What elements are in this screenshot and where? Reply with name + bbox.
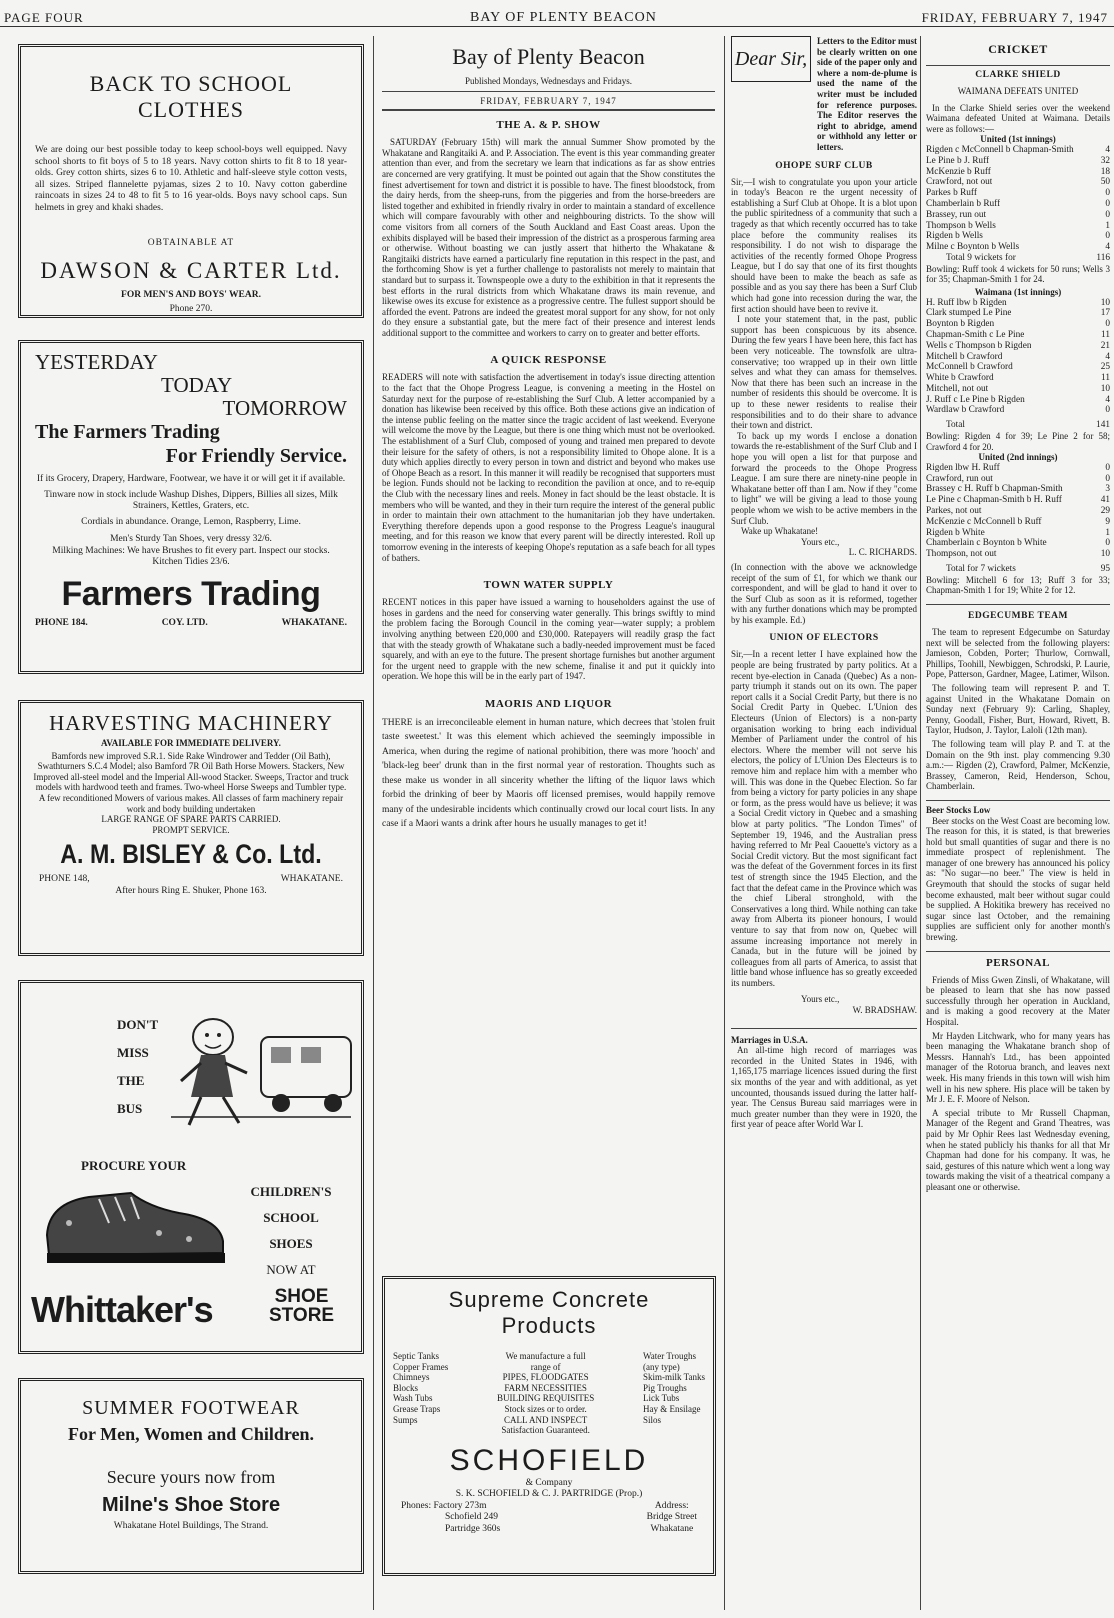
score-row xyxy=(926,528,1110,539)
product-item: Satisfaction Guaranteed. xyxy=(501,1425,590,1436)
product-item: range of xyxy=(530,1361,561,1372)
runs: 4 xyxy=(1105,351,1110,362)
runs: 0 xyxy=(1105,538,1110,549)
ad-sub: For Men, Women and Children. xyxy=(67,1424,315,1444)
ad-word-dont: DON'T xyxy=(117,1017,159,1032)
letter-wake: Wake up Whakatane! xyxy=(741,526,819,537)
batsman: McKenzie b Ruff xyxy=(926,166,991,177)
product-item: Blocks xyxy=(393,1382,419,1393)
header-date: FRIDAY, FEBRUARY 7, 1947 xyxy=(921,10,1108,25)
beer-body: Beer stocks on the West Coast are becoming low. The reason for this, it is stated, is that breweries hold but small quantities of sugar and there is no immediate prospect of replenishment. The manager of one brewery has announced his policy as: "No sugar—no beer." The view is held in Greymouth that should the stocks of sugar held become exhausted, malt beer without sugar could be supplied. A Hokitika brewery has received no sugar since last October, and the remaining supplies are sufficient only for another month's brewing. xyxy=(926,815,1110,943)
product-item: Silos xyxy=(643,1414,662,1425)
batsman: Rigden c McConnell b Chapman-Smith xyxy=(926,144,1074,155)
score-row xyxy=(926,221,1110,232)
batsman: Rigden b White xyxy=(926,527,985,538)
score-row xyxy=(926,210,1110,221)
ad-proprietors: S. K. SCHOFIELD & C. J. PARTRIDGE (Prop.) xyxy=(455,1489,643,1500)
product-item: We manufacture a full xyxy=(505,1351,586,1361)
ad-phone-2: Schofield 249 xyxy=(445,1512,499,1523)
batsman: Thompson b Wells xyxy=(926,220,996,231)
innings-3-total-label: Total for 7 wickets xyxy=(946,564,1016,575)
innings-3-bowling: Bowling: Mitchell 6 for 13; Ruff 3 for 33; Chapman-Smith 1 for 19; White 2 for 12. xyxy=(926,574,1110,596)
batsman: Wells c Thompson b Rigden xyxy=(926,340,1032,351)
ad-sub: AVAILABLE FOR IMMEDIATE DELIVERY. xyxy=(101,738,281,748)
batsman: Brassey c H. Ruff b Chapman-Smith xyxy=(926,484,1063,495)
runs: 50 xyxy=(1100,177,1110,188)
batsman: Chapman-Smith c Le Pine xyxy=(926,329,1025,340)
edgecumbe-para-3: The following team will play P. and T. at the Domain on the 9th inst. play commencing 9.30 a.m.:— Rigden (2), Crawford, Palmer, McKenzie, Brassey, Cameron, Reid, Henderson, Schou, Chamberlain. xyxy=(926,738,1110,792)
runs: 4 xyxy=(1105,144,1110,155)
runs: 32 xyxy=(1100,155,1110,166)
ad-title-1: Supreme Concrete xyxy=(448,1287,650,1312)
batsman: Rigden b Wells xyxy=(926,231,983,242)
innings-2-total-label: Total xyxy=(946,420,965,431)
product-item: Chimneys xyxy=(393,1372,430,1383)
marriages-body: An all-time high record of marriages was recorded in the United States in 1946, with 1,165,175 marriage licences issued during the first six months of the year and with additional, as yet uncounted, thousands issued during the latter half-year. The Census Bureau said marriages were in much greater number than they were in 1920, the first year of peace after World War I. xyxy=(731,1045,917,1130)
beer-title: Beer Stocks Low xyxy=(926,800,1110,816)
batsman: J. Ruff c Le Pine b Rigden xyxy=(926,394,1025,405)
runs: 0 xyxy=(1105,462,1110,473)
score-row xyxy=(926,199,1110,210)
ad-store-name: DAWSON & CARTER Ltd. xyxy=(40,257,342,283)
runs: 0 xyxy=(1105,198,1110,209)
ad-line-today: TODAY xyxy=(161,373,233,397)
ad-line-service: For Friendly Service. xyxy=(165,445,347,467)
personal-para-1: Friends of Miss Gwen Zinsli, of Whakatane, will be pleased to learn that she has now passed successfully through her operation in Auckland, and is making a good recovery at the Mater Hospital. xyxy=(926,974,1110,1028)
runs: 25 xyxy=(1100,362,1110,373)
article-body-liquor: THERE is an irreconcileable element in human nature, which decrees that 'stolen fruit taste sweetest.' It was this element which achieved the seemingly impossible in America, when during the regime of national prohibition, there was more 'hooch' and 'black-leg beer' drunk than in the first normal year of restoration. Thoughts such as these make us wonder in all sincerity whether the lifting of the liquor laws which forbid the drinking of beer by Maoris off licensed premises, would happily remove many of the undesirable incidents which continually crowd our local court lists. In any case if a Maori wants a drink after hours he usually manages to get it! xyxy=(382,717,715,830)
score-row xyxy=(926,517,1110,528)
ad-address-2: Bridge Street xyxy=(646,1512,697,1523)
score-row xyxy=(926,330,1110,341)
innings-1-total-label: Total 9 wickets for xyxy=(946,252,1016,263)
personal-para-3: A special tribute to Mr Russell Chapman, Manager of the Regent and Grand Theatres, was paid by Mr Ophir Rees last Wednesday evening, when he stated publicly his thanks for all that Mr Chapman had done for his company. It was, he said, gestures of this nature which went a long way towards making the visit of a theatrical company a pleasant one or otherwise. xyxy=(926,1107,1110,1192)
innings-2-title: Waimana (1st innings) xyxy=(974,286,1062,297)
personal-para-2: Mr Hayden Litchwark, who for many years has been managing the Whakatane branch shop of Messrs. Hannah's Ltd., has been appointed manager of the Rotorua branch, and leaves next week. His many friends in this town will wish him well in his new sphere. His place will be taken by Mr J. E. F. Moore of Nelson. xyxy=(926,1030,1110,1105)
ad-company: A. M. BISLEY & Co. Ltd. xyxy=(60,839,322,870)
batsman: Le Pine c Chapman-Smith b H. Ruff xyxy=(926,495,1062,506)
dear-sir-banner: Dear Sir, xyxy=(731,36,811,82)
batsman: McConnell b Crawford xyxy=(926,362,1013,373)
ad-obtainable: OBTAINABLE AT xyxy=(147,238,235,248)
ad-phones: Phones: Factory 273m xyxy=(401,1500,487,1511)
boy-running-bus-icon xyxy=(161,1007,361,1137)
runs: 29 xyxy=(1100,506,1110,517)
score-row xyxy=(926,495,1110,506)
page-header xyxy=(0,0,1114,27)
batsman: Chamberlain c Boynton b White xyxy=(926,538,1047,549)
ad-body-2: Tinware now in stock include Washup Dishes, Dippers, Billies all sizes, Milk Strainers, Kettles, Graters, etc. xyxy=(44,489,338,511)
batsman: Parkes, not out xyxy=(926,506,982,517)
edgecumbe-title: EDGECUMBE TEAM xyxy=(926,604,1110,621)
runs: 21 xyxy=(1100,340,1110,351)
marriages-title: Marriages in U.S.A. xyxy=(731,1028,917,1046)
ad-title: HARVESTING MACHINERY xyxy=(49,711,333,735)
ad-address: Whakatane Hotel Buildings, The Strand. xyxy=(113,1521,269,1531)
batsman: Mitchell b Crawford xyxy=(926,351,1003,362)
ad-phone: PHONE 148, xyxy=(39,874,90,885)
score-row xyxy=(926,242,1110,253)
runs: 10 xyxy=(1100,383,1110,394)
product-item: Sumps xyxy=(393,1414,418,1425)
score-row xyxy=(926,506,1110,517)
score-row xyxy=(926,145,1110,156)
score-row xyxy=(926,231,1110,242)
editorial-column xyxy=(382,36,715,1256)
ad-body-6: Kitchen Tidies 23/6. xyxy=(152,557,230,567)
ad-title: SUMMER FOOTWEAR xyxy=(82,1397,300,1419)
runs: 0 xyxy=(1105,319,1110,330)
product-item: Stock sizes or to order. xyxy=(504,1403,587,1414)
ad-school: SCHOOL xyxy=(263,1210,319,1225)
paper-name: BAY OF PLENTY BEACON xyxy=(470,10,657,25)
runs: 4 xyxy=(1105,394,1110,405)
runs: 1 xyxy=(1105,220,1110,231)
product-item: PIPES, FLOODGATES xyxy=(502,1372,589,1383)
runs: 18 xyxy=(1100,166,1110,177)
ad-line: FOR MEN'S AND BOYS' WEAR. xyxy=(121,289,261,300)
score-row xyxy=(926,362,1110,373)
batsman: Brassey, run out xyxy=(926,209,987,220)
score-row xyxy=(926,177,1110,188)
ad-town: WHAKATANE. xyxy=(280,874,343,885)
ad-shoes: SHOES xyxy=(269,1236,313,1251)
ad-procure: PROCURE YOUR xyxy=(81,1158,187,1173)
ad-word-the: THE xyxy=(117,1073,145,1088)
ad-store-word: STORE xyxy=(269,1305,335,1326)
score-row xyxy=(926,188,1110,199)
ad-line-tomorrow: TOMORROW xyxy=(222,396,347,420)
cricket-column xyxy=(926,36,1110,1606)
editor-note: (In connection with the above we acknowledge receipt of the sum of £1, for which we thank our correspondent, and will be glad to hand it over to the Surf Club as soon as it is reformed, together with any further donations which may be prompted by his example. Ed.) xyxy=(731,561,917,625)
letter-body-3: To back up my words I enclose a donation towards the re-establishment of the Surf Club and I hope you will open a list for that purpose and forward the proceeds to the Ohope Progress League. I am sure there are ninety-nine people in Whakatane better off than I am. Now if they "come to light" we will be giving a lead to those young people whom we wish to be active members in the Surf Club. xyxy=(731,430,917,526)
score-row xyxy=(926,156,1110,167)
score-row xyxy=(926,474,1110,485)
article-title-response: A QUICK RESPONSE xyxy=(490,354,607,367)
product-item: Septic Tanks xyxy=(393,1351,439,1361)
ad-body-3: Cordials in abundance. Orange, Lemon, Raspberry, Lime. xyxy=(81,516,301,527)
letter-signature-2: W. BRADSHAW. xyxy=(852,1005,917,1016)
score-row xyxy=(926,384,1110,395)
innings-1-bowling: Bowling: Ruff took 4 wickets for 50 runs; Wells 3 for 35; Chapman-Smith 1 for 24. xyxy=(926,263,1110,285)
score-row xyxy=(926,167,1110,178)
product-item: (any type) xyxy=(643,1361,680,1372)
batsman: Chamberlain b Ruff xyxy=(926,198,1001,209)
innings-1-total: 116 xyxy=(1096,252,1110,263)
runs: 0 xyxy=(1105,473,1110,484)
score-row xyxy=(926,319,1110,330)
letter-yours: Yours etc., xyxy=(801,536,840,547)
score-row xyxy=(926,373,1110,384)
shoe-icon xyxy=(39,1183,229,1269)
clarke-shield-title: CLARKE SHIELD xyxy=(926,65,1110,80)
personal-title: PERSONAL xyxy=(926,951,1110,969)
ad-body-5: Milking Machines: We have Brushes to fit every part. Inspect our stocks. xyxy=(52,545,330,556)
product-item: Hay & Ensilage xyxy=(643,1403,701,1414)
ad-products-mid xyxy=(497,1351,594,1436)
ad-word-bus: BUS xyxy=(117,1101,143,1116)
article-body-response: READERS will note with satisfaction the advertisement in today's issue directing attention to the fact that the Ohope Progress League, is convening a meeting in the Hostel on Saturday next for the purpose of re-establishing the Surf Club. A letter accompanied by a donation has likewise been received by this office. Both these actions give an indication of the intense public feeling on the matter since the tragic accident of last weekend. Everyone will welcome the move by the League, but there is one thing which must not be overlooked. The establishment of a Surf Club, composed of young and trained men prepared to devote their leisure for the safety of others, is not a responsibility limited to Ohope alone. It is a duty which applies directly to every person in town and district and beyond who makes use of Ohope Beach as a resort. In this manner it will readily be recognised that supporters must be legion. Funds should not be lacking to recondition the pavilion at once, and to re-equip the Club with the necessary lines and reels. Money in fact should be the least obstacle. It is members who will be wanted, and they in their turn require the interest of the general public in order to maintain their own attachment to the humanitarian job they have undertaken. Everything therefore depends upon a good response to the Progress League's inaugural meeting, and for this reason we know that every parent will be directly interested. Roll up tomorrow evening in the interests of keeping Ohope's reputation as a safe beach for all types of bathers. xyxy=(382,372,715,563)
ad-body-1: If its Grocery, Drapery, Hardware, Footwear, we have it or will get it if available. xyxy=(36,474,346,484)
ad-address-label: Address: xyxy=(654,1500,689,1511)
product-item: FARM NECESSITIES xyxy=(504,1382,587,1393)
letter-body-1: Sir,—I wish to congratulate you upon your article in today's Beacon re the urgent necessity of establishing a Surf Club at Ohope. It is a blot upon the public spiritedness of a community that such a tragedy as that which recently occurred has to take place before the community realises its responsibility. I do not wish to disparage the activities of the recently formed Ohope Progress League, but I do say that one of its first thoughts should have been to make the beach as safe as possible and as you say there has been a Surf Club which had gone into recession during the war, the first action should have been to revive it. xyxy=(731,176,917,314)
ad-now-at: NOW AT xyxy=(266,1262,316,1277)
innings-1-list xyxy=(926,145,1110,253)
runs: 17 xyxy=(1100,308,1110,319)
batsman: Rigden lbw H. Ruff xyxy=(926,462,1000,473)
published-line: Published Mondays, Wednesdays and Fridays. xyxy=(382,76,715,92)
batsman: Crawford, not out xyxy=(926,177,993,188)
ad-bisley-machinery xyxy=(18,700,364,956)
score-row xyxy=(926,405,1110,416)
ad-title: BACK TO SCHOOL CLOTHES xyxy=(89,71,293,122)
ad-town: WHAKATANE. xyxy=(281,617,347,628)
batsman: McKenzie c McConnell b Ruff xyxy=(926,516,1042,527)
innings-3-total: 95 xyxy=(1100,564,1110,575)
cricket-intro: In the Clarke Shield series over the weekend Waimana defeated United at Waimana. Details were as follows:— xyxy=(926,102,1110,134)
article-title-water: TOWN WATER SUPPLY xyxy=(483,579,614,592)
batsman: Boynton b Rigden xyxy=(926,319,995,330)
runs: 11 xyxy=(1101,329,1110,340)
score-row xyxy=(926,352,1110,363)
page-number: PAGE FOUR xyxy=(4,10,84,25)
innings-2-bowling: Bowling: Rigden 4 for 39; Le Pine 2 for 58; Crawford 4 for 20. xyxy=(926,431,1110,452)
letters-rules: Letters to the Editor must be clearly written on one side of the paper only and where a nom-de-plume is used the name of the writer must be included for reference purposes. The Editor reserves the right to abridge, amend or withhold any letter or letters. xyxy=(817,36,917,152)
edgecumbe-para-1: The team to represent Edgecumbe on Saturday next will be selected from the following players: Jamieson, Cobden, Porter; Thurlow, Cornwall, Phillips, Toohill, Newbiggen, Schrodski, P. Laurie, Pope, Patterson, Gardner, Magee, Latimer, Wilson. xyxy=(926,627,1110,680)
innings-2-total: 141 xyxy=(1096,420,1110,431)
ad-phone-3: Partridge 360s xyxy=(445,1523,501,1534)
letter-signature: L. C. RICHARDS. xyxy=(848,547,917,558)
batsman: Wardlaw b Crawford xyxy=(926,405,1005,416)
score-row xyxy=(926,484,1110,495)
ad-secure: Secure yours now from xyxy=(106,1467,276,1487)
ad-products-left xyxy=(393,1351,448,1436)
product-item: Pig Troughs xyxy=(643,1382,687,1393)
product-item: Wash Tubs xyxy=(393,1393,433,1404)
score-row xyxy=(926,298,1110,309)
batsman: Crawford, run out xyxy=(926,473,993,484)
runs: 0 xyxy=(1105,188,1110,199)
runs: 1 xyxy=(1105,527,1110,538)
ad-body-4: Men's Sturdy Tan Shoes, very dressy 32/6. xyxy=(110,534,272,544)
ad-phone: PHONE 184. xyxy=(35,617,88,628)
batsman: Milne c Boynton b Wells xyxy=(926,242,1020,253)
runs: 11 xyxy=(1101,373,1110,384)
ad-childrens: CHILDREN'S xyxy=(250,1184,332,1199)
runs: 41 xyxy=(1100,495,1110,506)
letter-title-electors: UNION OF ELECTORS xyxy=(769,633,879,644)
batsman: White b Crawford xyxy=(926,373,994,384)
ad-school-clothes xyxy=(18,44,364,318)
product-item: Grease Traps xyxy=(393,1403,441,1414)
ad-milne-footwear xyxy=(18,1378,364,1574)
editorial-date: FRIDAY, FEBRUARY 7, 1947 xyxy=(382,96,715,112)
ad-shoe-word: SHOE xyxy=(274,1286,329,1307)
cricket-subtitle: WAIMANA DEFEATS UNITED xyxy=(957,86,1079,96)
ad-word-miss: MISS xyxy=(117,1045,149,1060)
cricket-title: CRICKET xyxy=(988,42,1048,56)
innings-2-list xyxy=(926,298,1110,417)
runs: 9 xyxy=(1105,516,1110,527)
ad-store: Milne's Shoe Store xyxy=(101,1494,281,1516)
ad-products-right xyxy=(643,1351,705,1436)
batsman: Mitchell, not out xyxy=(926,383,989,394)
letter-body-2: I note your statement that, in the past, public support has been conspicuous by its absence. During the few years I have been here, this fact has been very noticeable. The townsfolk are ultra-conservative; too wrapped up in their own little selves and what they can amass for themselves. Now that there has been such an increase in the number of residents this should be overcome. It is up to these newer residents to realise their responsibilities and to do their share to advance their town and district. xyxy=(731,314,917,431)
ad-schofield-concrete xyxy=(382,1276,716,1576)
runs: 4 xyxy=(1105,242,1110,253)
ad-brand: Whittaker's xyxy=(31,1289,213,1330)
runs: 0 xyxy=(1105,405,1110,416)
product-item: Skim-milk Tanks xyxy=(643,1372,705,1383)
ad-farmers-trading xyxy=(18,340,364,674)
product-item: Lick Tubs xyxy=(643,1393,680,1404)
edgecumbe-para-2: The following team will represent P. and T. against United in the Whakatane Domain on Sunday next (February 9): Carling, Shapley, Penny, Goodall, Fisher, Burt, Howard, Rivett, B. Taylor, Hudson, J. Taylor, Laloli (12th man). xyxy=(926,682,1110,736)
ad-body: Bamfords new improved S.R.1. Side Rake Windrower and Tedder (Oil Bath), Swathturners S.C.4 Model; also Bamford 7R Oil Bath Horse Mowers. Stackers, New Improved all-steel model and the Imperial All-wood Stacker. Sweeps, Tractor and truck models with hardwood teeth and frames. Two-wheel Horse Sweeps and Tumbler type. A few reconditioned Mowers of various makes. All classes of farm machinery repair work and body building undertaken xyxy=(33,750,349,814)
batsman: Le Pine b J. Ruff xyxy=(926,155,990,166)
ad-coy: COY. LTD. xyxy=(161,617,208,628)
article-body-water: RECENT notices in this paper have issued a warning to householders against the use of hoses in gardens and the need for conserving water generally. This brings swiftly to mind the problem facing the Borough Council in the coming year—water supply; a problem involving anything between £20,000 and £30,000. Ratepayers will readily grasp the fact that with the steady growth of Whakatane such a badly-needed improvement must be faced squarely, and with an eye to the future. The present shortage furnishes but another argument for the urgent need to grapple with the new scheme, finalise it and put it quickly into operation. We hope this will be in the early part of 1947. xyxy=(382,597,715,682)
product-item: BUILDING REQUISITES xyxy=(497,1393,595,1404)
masthead: Bay of Plenty Beacon xyxy=(452,44,645,69)
product-item: Copper Frames xyxy=(393,1361,449,1372)
ad-body: We are doing our best possible today to keep school-boys well equipped. Navy school shorts to fit boys of 5 to 18 years. Navy cotton shirts to fit 8 to 18 year-olds. Grey cotton shirts, sizes 6 to 10. Athletic and half-sleeve style cotton vests, all sizes. Striped flannelette pyjamas, sizes 2 to 10. Navy cotton gaberdine raincoats in sizes 24 to 48 to fit 5 to 16 year-olds. Boys navy school caps. Sun helmets in grey and khaki shades. xyxy=(35,145,347,213)
score-row xyxy=(926,341,1110,352)
runs: 10 xyxy=(1100,297,1110,308)
product-item: Water Troughs xyxy=(643,1351,697,1361)
score-row xyxy=(926,463,1110,474)
runs: 3 xyxy=(1105,484,1110,495)
ad-phone: Phone 270. xyxy=(169,304,213,314)
article-body-show: SATURDAY (February 15th) will mark the annual Summer Show promoted by the Whakatane and Rangitaiki A. and P. Association. The event is this year commanding greater attention than ever, and from the secretary we learn that indications as far as show entries are concerned are very gratifying. It must be pointed out again that the Show constitutes the finest advertisement for town and district it is possible to have. The finest bloodstock, from the dairy herds, from the sheep-runs, from the piggeries and from the horse-breeders are listed together and exhibited in friendly rivalry in order to maintain a standard of excellence which will compare favourably with other and neighbouring districts. To the show will come visitors from all corners of the South Auckland and East Coast areas. Upon the exhibits displayed will be based their impression of the district as a prosperous farming area or otherwise. Without boasting we can justly assert that hitherto the Whakatane & Rangitaiki districts have earned a particularly fine reputation in this respect in the past, and the forthcoming Show is yet a further challenge to pastoralists not merely to maintain that standard but to surpass it. Townspeople owe a duty to the exhibition in that it represents the best efforts in the rural districts from which Whakatane draws its main revenue, and likewise owes its excuse for existence as a progressive centre. The fullest support should be afforded the event. Patrons are indeed the greatest moral support for any show, for not only do they ensure a substantial gate, but the mere fact of their presence and interest lends additional support to the committee and workers to carry on to greater and better efforts. xyxy=(382,137,715,338)
ad-service: PROMPT SERVICE. xyxy=(152,824,230,835)
runs: 10 xyxy=(1100,549,1110,560)
score-row xyxy=(926,395,1110,406)
ad-line-yesterday: YESTERDAY xyxy=(35,350,158,374)
batsman: Parkes b Ruff xyxy=(926,188,977,199)
score-row xyxy=(926,538,1110,549)
letters-column xyxy=(731,36,917,1606)
ad-company-suffix: & Company xyxy=(525,1477,573,1488)
score-row xyxy=(926,549,1110,560)
letter-yours-2: Yours etc., xyxy=(801,994,840,1005)
ad-whittakers-shoes xyxy=(18,980,364,1354)
letter-title-surf: OHOPE SURF CLUB xyxy=(775,160,873,171)
innings-3-list xyxy=(926,463,1110,560)
innings-1-title: United (1st innings) xyxy=(980,134,1056,145)
runs: 0 xyxy=(1105,231,1110,242)
ad-brand: Farmers Trading xyxy=(61,574,321,613)
product-item: CALL AND INSPECT xyxy=(504,1414,588,1425)
ad-title-2: Products xyxy=(501,1313,597,1338)
score-row xyxy=(926,308,1110,319)
runs: 0 xyxy=(1105,209,1110,220)
letter-body-electors: Sir,—In a recent letter I have explained how the people are being frustrated by party politics. At a recent bye-election in Canada (Quebec) As a non-party triumph it stands out on its own. The paper report calls it a Social Credit Party, but there is no Social Credit Party in Quebec. L'Union des Electeurs (Union of Electors) is a non-party organisation working to bring each individual Member of Parliament under the control of his electors. Where the member will not serve his electors, the policy of L'Union Des Electeurs is to remove him and replace him with a member who will. This was done in the Quebec Election. So far from being a victory for party policies in any shape or form, as the press would have us believe; it was a Social Credit victory in Quebec and a smashing blow at party politics. "The London Times" of September 19, 1946, and the Australian press having referred to Mr Peal Caouette's victory as a Social Credit victory. But the most significant fact was the defeat of the Government forces in its first test of strength since the 1945 Election, and the fact that the defeat came in the Province which was the chief Liberal stronghold, with the Conservatives a long third. While nothing can take away from Alberta its pioneer honours, I would venture to say that from now on, Quebec will assume increasing importance not merely in Canada, but in the future will be joined by colleagues from all parts of America, to assist that little band whose influence has so greatly exceeded its numbers. xyxy=(731,649,917,988)
ad-after-hours: After hours Ring E. Shuker, Phone 163. xyxy=(115,885,267,896)
article-title-liquor: MAORIS AND LIQUOR xyxy=(484,697,613,710)
batsman: Clark stumped Le Pine xyxy=(926,308,1012,319)
ad-company: SCHOFIELD xyxy=(449,1443,649,1477)
ad-spare: LARGE RANGE OF SPARE PARTS CARRIED. xyxy=(101,814,281,825)
innings-3-title: United (2nd innings) xyxy=(978,452,1058,463)
ad-line-farmers: The Farmers Trading xyxy=(35,421,220,443)
article-title-show: THE A. & P. SHOW xyxy=(496,119,601,132)
batsman: Thompson, not out xyxy=(926,549,997,560)
batsman: H. Ruff lbw b Rigden xyxy=(926,297,1007,308)
ad-address-3: Whakatane xyxy=(650,1523,694,1534)
